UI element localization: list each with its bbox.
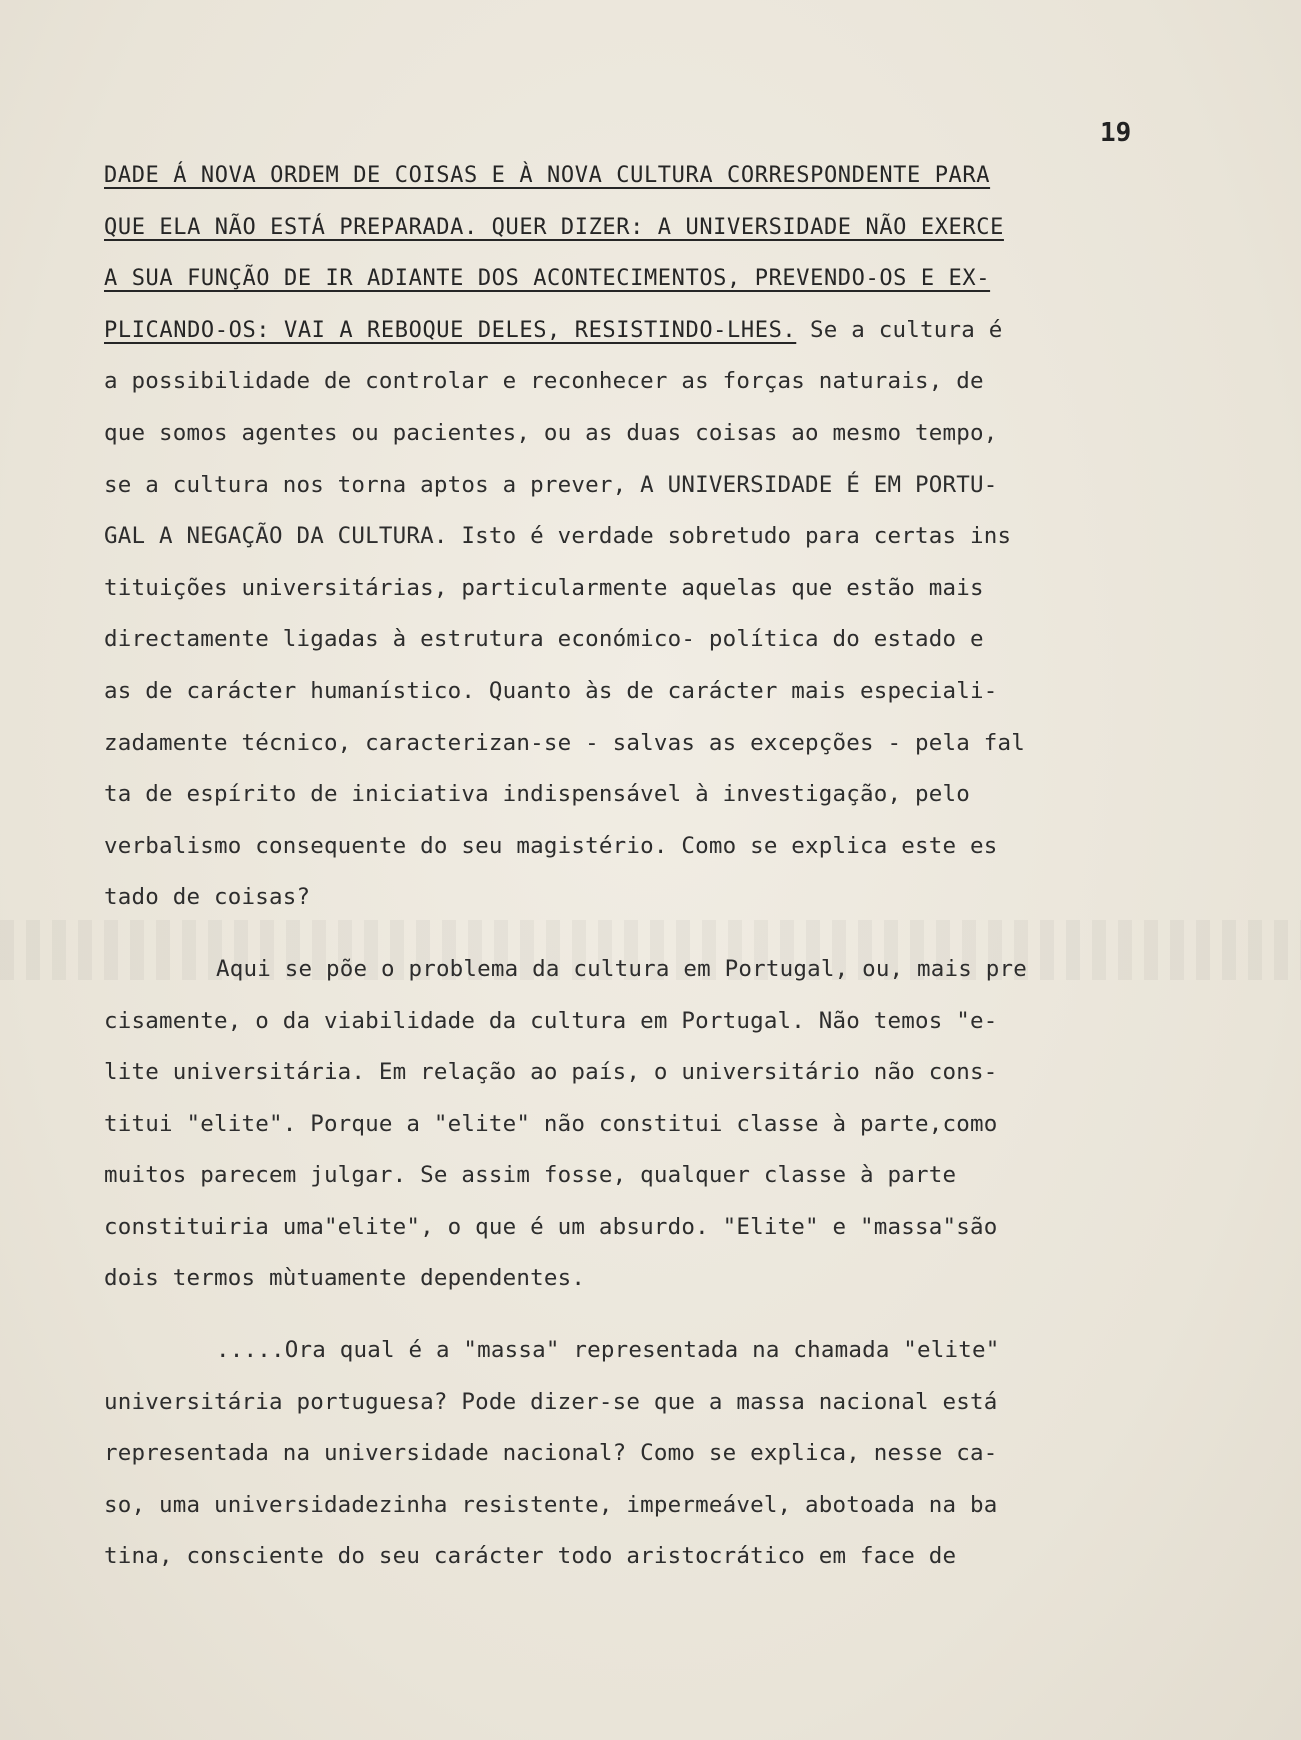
line-4-continuation: Se a cultura é — [796, 316, 1003, 343]
paragraph-1-line-11: tado de coisas? — [104, 884, 311, 911]
paragraph-1-line-2: que somos agentes ou pacientes, ou as duas coisas ao mesmo tempo, — [104, 419, 998, 446]
paragraph-1-line-3: se a cultura nos torna aptos a prever, A UNIVERSIDADE É EM PORTU- — [104, 471, 998, 498]
paragraph-1-line-6: directamente ligadas à estrutura económico- política do estado e — [104, 626, 984, 653]
document-body — [104, 150, 1150, 1583]
paragraph-1-line-8: zadamente técnico, caracterizan-se - salvas as excepções - pela fal — [104, 729, 1025, 756]
paragraph-2-line-6: constituiria uma"elite", o que é um absurdo. "Elite" e "massa"são — [104, 1213, 998, 1240]
paragraph-gap — [104, 924, 1150, 944]
heading-line-1: DADE Á NOVA ORDEM DE COISAS E À NOVA CULTURA CORRESPONDENTE PARA — [104, 163, 991, 188]
heading-line-3: A SUA FUNÇÃO DE IR ADIANTE DOS ACONTECIMENTOS, PREVENDO-OS E EX- — [104, 266, 991, 292]
paragraph-3-line-5: tina, consciente do seu carácter todo aristocrático em face de — [104, 1543, 957, 1570]
paragraph-3-line-2: universitária portuguesa? Pode dizer-se que a massa nacional está — [104, 1388, 998, 1415]
paragraph-3-line-1: .....Ora qual é a "massa" representada na chamada "elite" — [216, 1337, 1000, 1364]
paragraph-2-line-2: cisamente, o da viabilidade da cultura em Portugal. Não temos "e- — [104, 1007, 998, 1034]
paragraph-2-line-3: lite universitária. Em relação ao país, o universitário não cons- — [104, 1059, 998, 1086]
paragraph-3-line-3: representada na universidade nacional? Como se explica, nesse ca- — [104, 1440, 998, 1467]
paragraph-1-line-10: verbalismo consequente do seu magistério. Como se explica este es — [104, 832, 998, 859]
paragraph-1-line-9: ta de espírito de iniciativa indispensável à investigação, pelo — [104, 781, 971, 808]
paragraph-1-line-1: a possibilidade de controlar e reconhecer as forças naturais, de — [104, 368, 984, 395]
paragraph-2-line-5: muitos parecem julgar. Se assim fosse, qualquer classe à parte — [104, 1162, 957, 1189]
paragraph-1-line-7: as de carácter humanístico. Quanto às de carácter mais especiali- — [104, 677, 998, 704]
paragraph-2-line-1: Aqui se põe o problema da cultura em Portugal, ou, mais pre — [216, 955, 1028, 982]
heading-line-2: QUE ELA NÃO ESTÁ PREPARADA. QUER DIZER: A UNIVERSIDADE NÃO EXERCE — [104, 214, 1004, 240]
paragraph-2-line-7: dois termos mùtuamente dependentes. — [104, 1265, 586, 1292]
paragraph-1-line-5: tituições universitárias, particularmente aquelas que estão mais — [104, 574, 984, 601]
paragraph-gap — [104, 1305, 1150, 1325]
paragraph-3-line-4: so, uma universidadezinha resistente, impermeável, abotoada na ba — [104, 1491, 998, 1518]
heading-line-4 — [104, 305, 1150, 357]
paragraph-1-line-4: GAL A NEGAÇÃO DA CULTURA. Isto é verdade sobretudo para certas ins — [104, 523, 1012, 550]
page-number: 19 — [1100, 118, 1132, 148]
paragraph-2-line-4: titui "elite". Porque a "elite" não constitui classe à parte,como — [104, 1110, 998, 1137]
underlined-heading-end: PLICANDO-OS: VAI A REBOQUE DELES, RESISTINDO-LHES. — [104, 317, 797, 343]
